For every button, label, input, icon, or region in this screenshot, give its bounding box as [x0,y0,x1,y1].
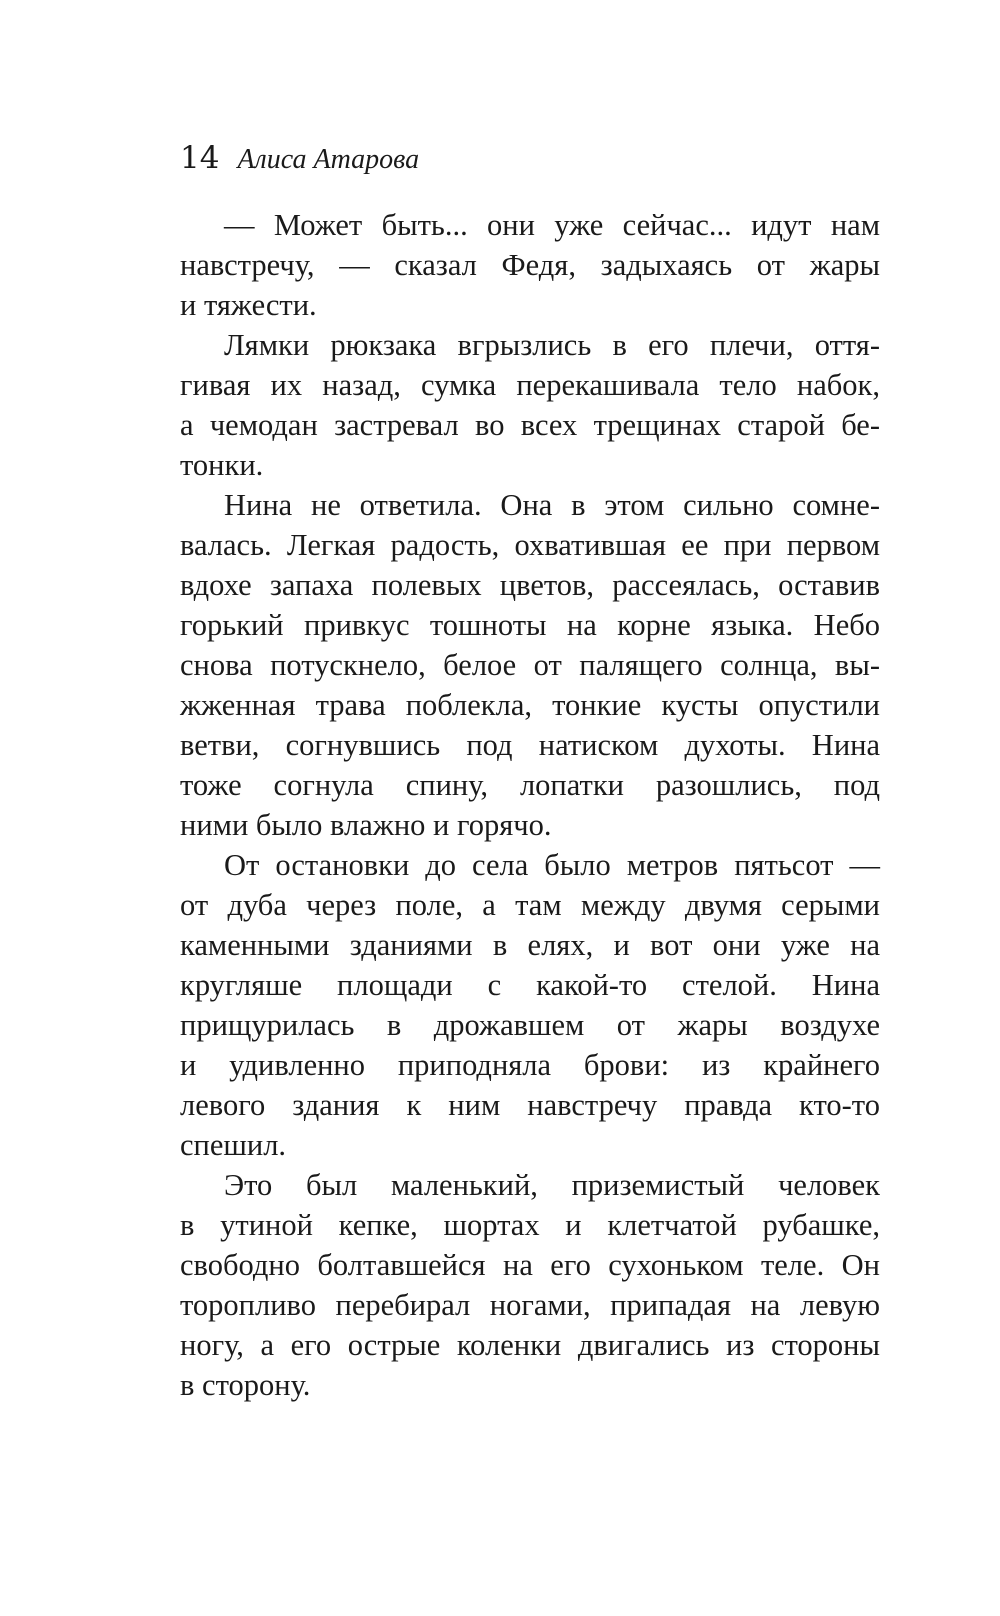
text-line: в утиной кепке, шортах и клетчатой рубашке, [180,1208,880,1242]
text-line: а чемодан застревал во всех трещинах старой бе- [180,408,880,442]
text-line: Нина не ответила. Она в этом сильно сомне- [224,488,880,522]
paragraph [180,845,880,1165]
running-head [180,140,880,190]
text-line: От остановки до села было метров пятьсот — [224,848,880,882]
text-line: торопливо перебирал ногами, припадая на левую [180,1288,880,1322]
text-line: ветви, согнувшись под натиском духоты. Нина [180,728,880,762]
paragraph [180,205,880,325]
text-line: навстречу, — сказал Федя, задыхаясь от жары [180,248,880,282]
text-line: и удивленно приподняла брови: из крайнего [180,1048,880,1082]
text-line: и тяжести. [180,288,317,322]
text-line: от дуба через поле, а там между двумя серыми [180,888,880,922]
text-line: свободно болтавшейся на его сухоньком теле. Он [180,1248,880,1282]
text-line: ними было влажно и горячо. [180,808,552,842]
text-line: Лямки рюкзака вгрызлись в его плечи, оття- [224,328,880,362]
text-line: горький привкус тошноты на корне языка. Небо [180,608,880,642]
text-line: Это был маленький, приземистый человек [224,1168,880,1202]
text-line: жженная трава поблекла, тонкие кусты опустили [180,688,880,722]
text-line: кругляше площади с какой-то стелой. Нина [180,968,880,1002]
text-line: — Может быть... они уже сейчас... идут нам [224,208,880,242]
text-line: валась. Легкая радость, охватившая ее при первом [180,528,880,562]
author-name: Алиса Атарова [237,144,420,175]
paragraph [180,485,880,845]
text-line: гивая их назад, сумка перекашивала тело набок, [180,368,880,402]
text-line: вдохе запаха полевых цветов, рассеялась, оставив [180,568,880,602]
page-number: 14 [180,140,220,176]
text-line: спешил. [180,1128,287,1162]
paragraph [180,325,880,485]
paragraph [180,1165,880,1405]
text-line: тонки. [180,448,264,482]
body-text [180,205,880,1405]
text-line: снова потускнело, белое от палящего солнца, вы- [180,648,880,682]
text-line: ногу, а его острые коленки двигались из стороны [180,1328,880,1362]
text-line: тоже согнула спину, лопатки разошлись, под [180,768,880,802]
text-line: каменными зданиями в елях, и вот они уже на [180,928,880,962]
text-line: прищурилась в дрожавшем от жары воздухе [180,1008,880,1042]
text-line: в сторону. [180,1368,311,1402]
text-line: левого здания к ним навстречу правда кто-то [180,1088,880,1122]
